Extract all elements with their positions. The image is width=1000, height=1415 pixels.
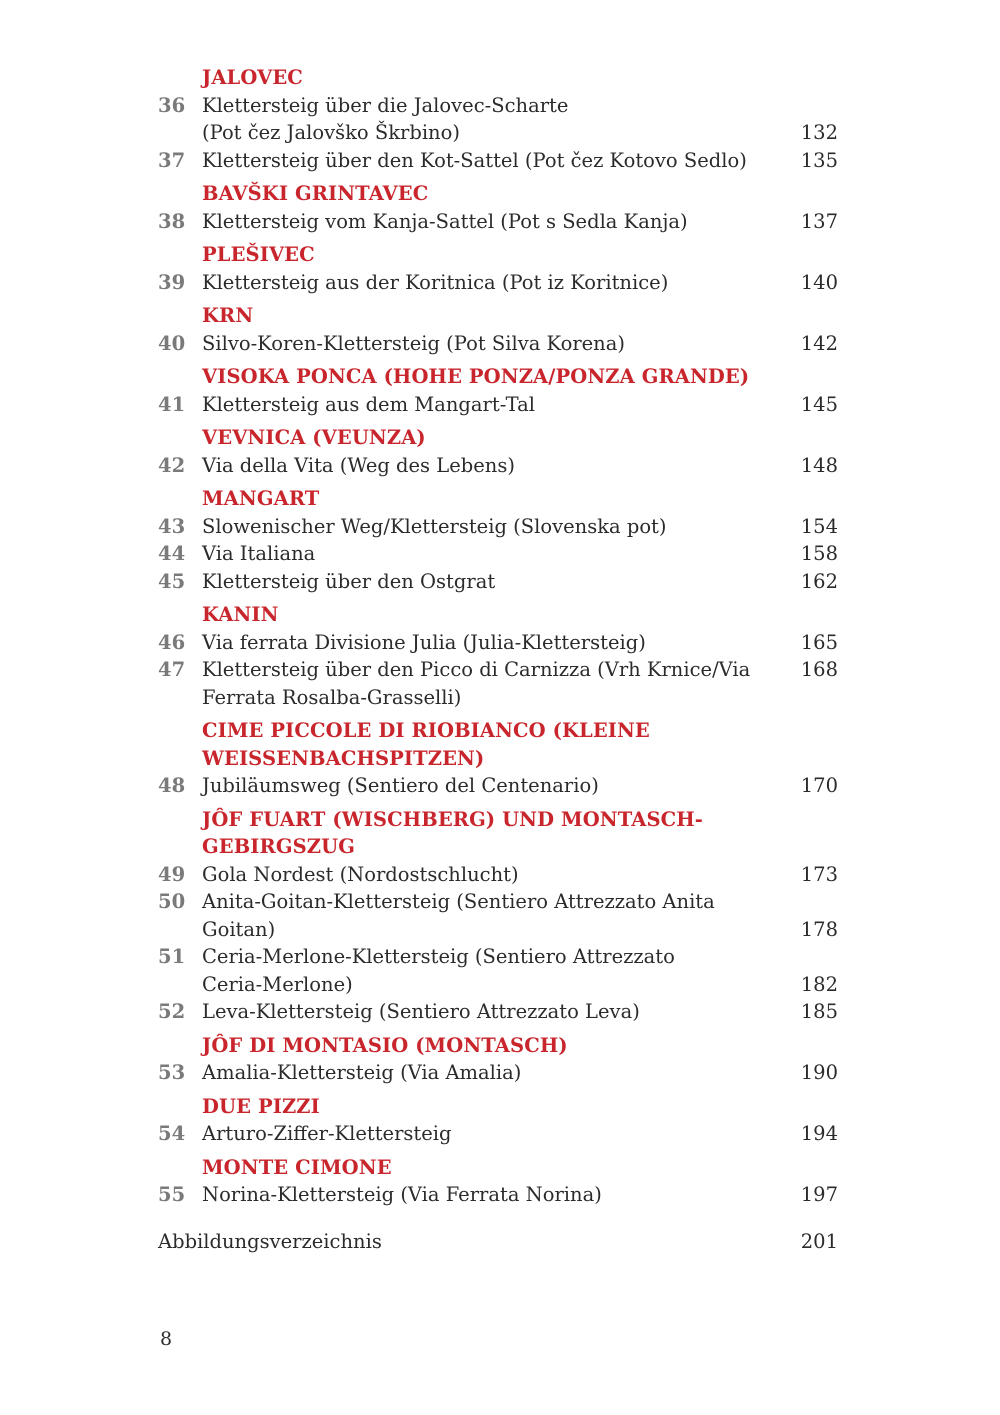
toc-entry (158, 513, 838, 541)
toc-section (158, 806, 838, 1026)
toc-entry (158, 568, 838, 596)
toc-entry-number: 39 (158, 270, 186, 294)
toc-entry-page: 173 (800, 862, 838, 886)
toc-entry-page: 168 (800, 658, 838, 681)
toc-section-heading: MANGART (202, 487, 320, 510)
toc-entry-page: 158 (800, 542, 838, 565)
toc-entry-number: 41 (158, 392, 186, 416)
toc-section-heading: KANIN (202, 603, 279, 626)
toc-entry (158, 269, 838, 297)
toc-entry-title: Klettersteig über den Picco di Carnizza (Vrh Krnice/Via Ferrata Rosalba-Grasselli) (202, 658, 751, 709)
toc-entry-title: Jubiläumsweg (Sentiero del Centenario) (202, 774, 599, 797)
toc-entry-page: 197 (800, 1183, 838, 1206)
toc-entry-page: 194 (800, 1122, 838, 1145)
toc-entry-title: Via della Vita (Weg des Lebens) (202, 453, 515, 477)
toc-section-heading: BAVŠKI GRINTAVEC (202, 182, 429, 205)
toc-entry-title: Abbildungsverzeichnis (158, 1230, 382, 1253)
toc-section (158, 241, 838, 296)
toc-entry-page: 154 (800, 514, 838, 538)
toc-entry-number: 43 (158, 514, 186, 538)
toc-entry-title: Anita-Goitan-Klettersteig (Sentiero Attrezzato Anita Goitan) (202, 890, 715, 941)
toc-entry-page: 165 (800, 630, 838, 654)
toc-entry (158, 391, 838, 419)
toc-section (158, 180, 838, 235)
toc-entry-page: 148 (800, 453, 838, 477)
toc-entry-title: Klettersteig vom Kanja-Sattel (Pot s Sedla Kanja) (202, 209, 688, 233)
toc-entry-page: 201 (800, 1230, 838, 1253)
toc-section-heading: JÔF FUART (WISCHBERG) UND MONTASCH-GEBIRGSZUG (202, 807, 703, 858)
toc-entry-page: 190 (800, 1061, 838, 1084)
toc-entry-title: Klettersteig über den Kot-Sattel (Pot čez Kotovo Sedlo) (202, 148, 747, 172)
toc-entry-title: Leva-Klettersteig (Sentiero Attrezzato Leva) (202, 1000, 640, 1023)
toc-entry-number: 46 (158, 630, 186, 654)
toc-section (158, 485, 838, 595)
toc-entry-page: 178 (800, 917, 838, 941)
toc-section (158, 1154, 838, 1209)
toc-entry-number: 51 (158, 945, 186, 968)
toc-entry-title: Klettersteig aus dem Mangart-Tal (202, 392, 535, 416)
toc-section-heading: JALOVEC (202, 66, 303, 89)
toc-entry-title: Silvo-Koren-Klettersteig (Pot Silva Korena) (202, 331, 625, 355)
toc-section (158, 601, 838, 711)
toc-entry (158, 943, 838, 998)
toc-entry (158, 540, 838, 568)
toc-entry-page: 162 (800, 569, 838, 593)
toc-entry-number: 52 (158, 1000, 186, 1023)
toc-entry (158, 656, 838, 711)
toc-entry-number: 54 (158, 1122, 186, 1145)
toc-entry-number: 45 (158, 569, 186, 593)
toc-section-heading: CIME PICCOLE DI RIOBIANCO (KLEINE WEISSENBACHSPITZEN) (202, 719, 650, 770)
toc-entry-page: 185 (800, 1000, 838, 1023)
toc-section (158, 424, 838, 479)
toc-entry (158, 629, 838, 657)
toc-entry (158, 1059, 838, 1087)
toc-section (158, 1032, 838, 1087)
toc-entry (158, 92, 838, 147)
toc-entry-number: 37 (158, 148, 186, 172)
toc-entry-number: 50 (158, 890, 186, 913)
toc-entry (158, 452, 838, 480)
toc-entry-page: 170 (800, 774, 838, 797)
toc-entry-number: 42 (158, 453, 186, 477)
toc-entry-number: 40 (158, 331, 186, 355)
toc-section-heading: VISOKA PONCA (HOHE PONZA/PONZA GRANDE) (202, 365, 750, 388)
toc-section (158, 302, 838, 357)
toc-entry-page: 137 (800, 209, 838, 233)
toc-entry-title: Amalia-Klettersteig (Via Amalia) (202, 1061, 522, 1084)
toc-section-heading: JÔF DI MONTASIO (MONTASCH) (202, 1033, 568, 1057)
toc-entry-number: 48 (158, 774, 186, 797)
toc-entry-page: 182 (800, 972, 838, 996)
toc-entry-title: Klettersteig über die Jalovec-Scharte (Pot čez Jalovško Škrbino) (202, 93, 569, 144)
toc-entry (158, 998, 838, 1026)
toc-entry-title: Arturo-Ziffer-Klettersteig (202, 1122, 452, 1145)
toc-entry (158, 888, 838, 943)
toc-entry-page: 142 (800, 331, 838, 355)
toc-entry (158, 861, 838, 889)
toc-entry-title: Slowenischer Weg/Klettersteig (Slovenska pot) (202, 514, 667, 538)
toc-entry-title: Ceria-Merlone-Klettersteig (Sentiero Attrezzato Ceria-Merlone) (202, 945, 675, 996)
toc-section-heading: PLEŠIVEC (202, 243, 315, 266)
toc-section-heading: MONTE CIMONE (202, 1155, 392, 1179)
toc-entry-title: Norina-Klettersteig (Via Ferrata Norina) (202, 1183, 602, 1206)
toc-entry-page: 140 (800, 270, 838, 294)
toc-entry (158, 772, 838, 800)
toc-entry-title: Via Italiana (202, 542, 316, 565)
toc-entry-page: 145 (800, 392, 838, 416)
toc-entry-title: Klettersteig aus der Koritnica (Pot iz Koritnice) (202, 270, 669, 294)
toc-section (158, 64, 838, 174)
toc-entry (158, 208, 838, 236)
toc-entry (158, 147, 838, 175)
toc-entry (158, 1120, 838, 1148)
toc-entry-page: 135 (800, 148, 838, 172)
toc-entry-figures-index (158, 1228, 838, 1256)
toc-entry-number: 55 (158, 1183, 186, 1206)
toc-entry (158, 330, 838, 358)
toc-entry-page: 132 (800, 121, 838, 144)
toc-section (158, 1093, 838, 1148)
toc-section-heading: DUE PIZZI (202, 1094, 320, 1118)
toc-section-heading: KRN (202, 304, 254, 327)
table-of-contents (158, 64, 838, 1215)
page-number: 8 (160, 1328, 173, 1350)
toc-entry (158, 1181, 838, 1209)
toc-entry-title: Gola Nordest (Nordostschlucht) (202, 862, 519, 886)
toc-section (158, 363, 838, 418)
toc-entry-title: Via ferrata Divisione Julia (Julia-Klettersteig) (202, 630, 646, 654)
toc-entry-number: 53 (158, 1061, 186, 1084)
toc-entry-title: Klettersteig über den Ostgrat (202, 569, 496, 593)
toc-entry-number: 49 (158, 862, 186, 886)
toc-entry-number: 38 (158, 209, 186, 233)
toc-entry-number: 36 (158, 93, 186, 117)
toc-entry-number: 47 (158, 658, 186, 681)
toc-entry-number: 44 (158, 542, 186, 565)
toc-section-heading: VEVNICA (VEUNZA) (202, 426, 426, 449)
toc-section (158, 717, 838, 800)
